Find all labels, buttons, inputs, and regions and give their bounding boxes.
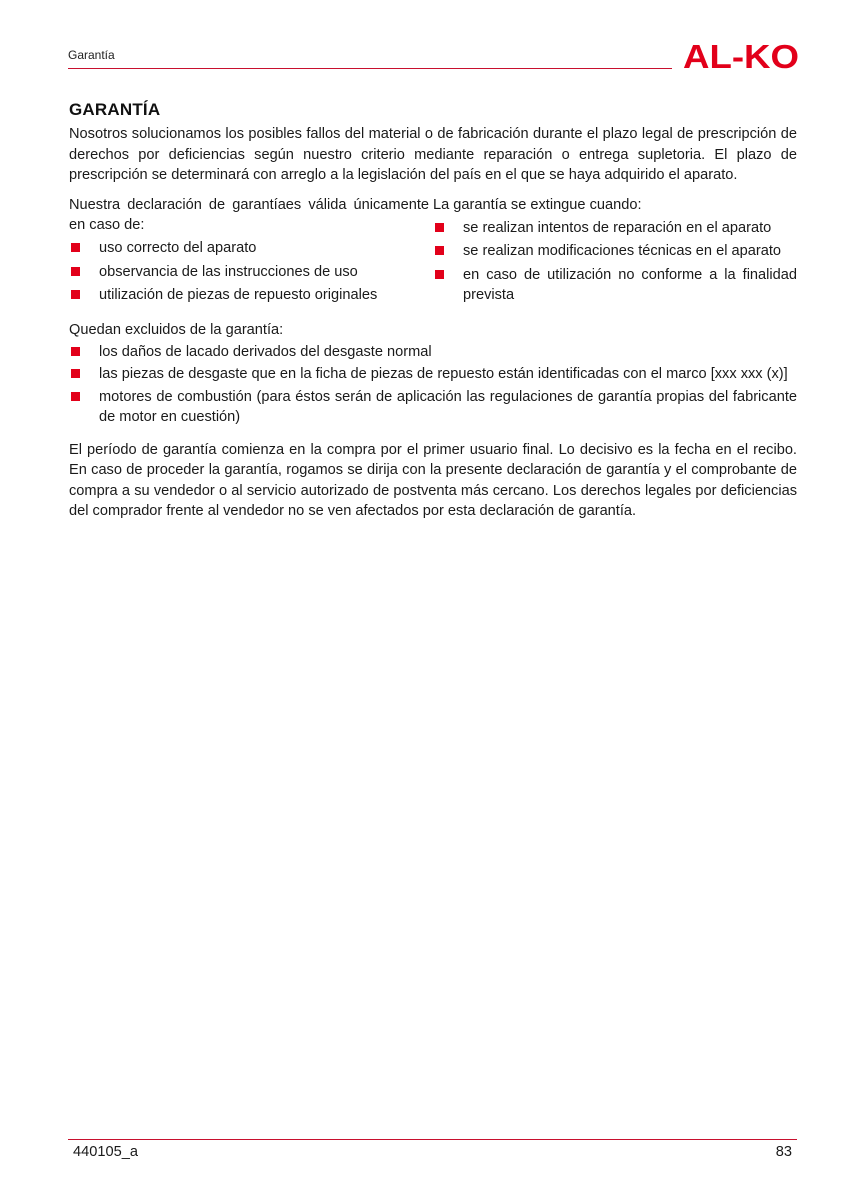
bullet-square-icon (71, 392, 80, 401)
bullet-square-icon (71, 369, 80, 378)
header-title: Garantía (68, 48, 115, 62)
list-item-text: los daños de lacado derivados del desgaste normal (99, 344, 432, 361)
warranty-section (69, 100, 797, 521)
list-item (69, 364, 797, 384)
extinguish-list (433, 218, 797, 306)
list-item (69, 285, 429, 305)
list-item (433, 265, 797, 306)
list-item (69, 238, 429, 258)
list-item (69, 387, 797, 428)
closing-paragraph: El período de garantía comienza en la compra por el primer usuario final. Lo decisivo es la fecha en el recibo. En caso de proceder la garantía, rogamos se dirija con la presente declaración de garantía y el comprobante de compra a su vendedor o al servicio autorizado de postventa más cercano. Los derechos legales por deficiencias del comprador frente al vendedor no se ven afectados por esta declaración de garantía. (69, 441, 797, 519)
bullet-square-icon (435, 246, 444, 255)
list-item-text: se realizan intentos de reparación en el aparato (463, 220, 772, 237)
excluded-lead: Quedan excluidos de la garantía: (69, 321, 284, 338)
list-item-text: se realizan modificaciones técnicas en el aparato (463, 243, 781, 260)
bullet-square-icon (435, 223, 444, 232)
list-item (433, 218, 797, 238)
bullet-square-icon (71, 267, 80, 276)
valid-lead: Nuestra declaración de garantíaes válida únicamente en caso de: (69, 196, 429, 234)
excluded-list (69, 342, 797, 428)
bullet-square-icon (71, 243, 80, 252)
logo-text: AL-KO (683, 41, 799, 71)
list-item-text: motores de combustión (para éstos serán de aplicación las regulaciones de garantía propias del fabricante de motor en cuestión) (99, 388, 797, 426)
list-item-text: utilización de piezas de repuesto originales (99, 287, 378, 304)
header-rule (68, 68, 672, 69)
extinguish-lead: La garantía se extingue cuando: (433, 196, 642, 213)
al-ko-logo (683, 41, 799, 71)
list-item (69, 342, 797, 362)
valid-conditions (69, 195, 429, 306)
list-item-text: en caso de utilización no conforme a la finalidad prevista (463, 266, 797, 304)
exclusions (69, 320, 797, 428)
conditions-columns (69, 195, 797, 306)
list-item-text: observancia de las instrucciones de uso (99, 263, 358, 280)
valid-list (69, 238, 429, 305)
list-item-text: las piezas de desgaste que en la ficha de piezas de repuesto están identificadas con el marco [xxx xxx (x)] (99, 366, 788, 383)
list-item (433, 241, 797, 261)
bullet-square-icon (71, 347, 80, 356)
footer-rule (68, 1139, 797, 1140)
document-code: 440105_a (73, 1144, 138, 1160)
section-title: GARANTÍA (69, 100, 161, 119)
bullet-square-icon (435, 270, 444, 279)
intro-paragraph: Nosotros solucionamos los posibles fallos del material o de fabricación durante el plazo legal de prescripción de derechos por deficiencias según nuestro criterio mediante reparación o entrega supletoria. El plazo de prescripción se determinará con arreglo a la legislación del país en el que se haya adquirido el aparato. (69, 126, 797, 184)
bullet-square-icon (71, 290, 80, 299)
list-item-text: uso correcto del aparato (99, 240, 257, 257)
extinction-conditions (433, 195, 797, 306)
list-item (69, 262, 429, 282)
page-number: 83 (775, 1144, 792, 1160)
